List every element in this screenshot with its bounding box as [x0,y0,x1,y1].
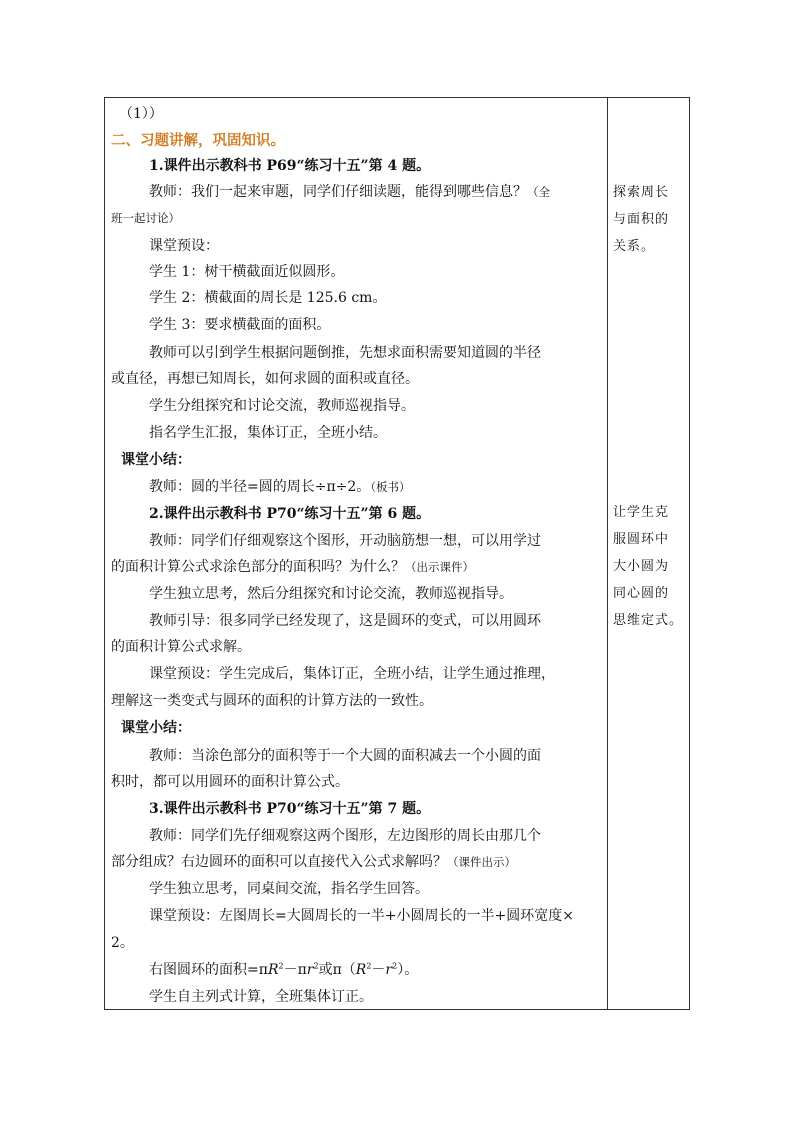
text-line: 指名学生汇报，集体订正，全班小结。 [149,425,387,441]
lesson-table [104,97,690,1010]
summary-label: 课堂小结： [121,452,191,468]
text-line: 学生自主列式计算，全班集体订正。 [149,989,373,1005]
text-line: 积时，都可以用圆环的面积计算公式。 [111,774,349,790]
note-line: 探索周长 [613,185,670,200]
text-line: 教师：当涂色部分的面积等于一个大圆的面积减去一个小圆的面 [149,748,541,764]
text-line: 学生分组探究和讨论交流，教师巡视指导。 [149,398,415,414]
text-line: 课堂预设：左图周长=大圆周长的一半+小圆周长的一半+圆环宽度× [149,908,574,924]
summary-label: 课堂小结： [121,720,191,736]
text-line: 学生独立思考，同桌间交流，指名学生回答。 [149,881,429,897]
note-line: 思维定式。 [613,613,684,628]
text-line: （1）） [119,106,163,122]
text-line: 或直径，再想已知周长，如何求圆的面积或直径。 [111,371,419,387]
text-line: 课堂预设： [149,238,219,254]
formula-line: 右图圆环的面积$=\pi R^2-\pi r^2$或$\pi(R^2-r^2)$。 [149,961,419,978]
text-line: 教师：同学们先仔细观察这两个图形，左边图形的周长由那几个 [149,828,541,844]
note-line: 让学生克 [613,505,670,520]
column-divider [607,98,608,1009]
text-line: 教师：同学们仔细观察这个图形，开动脑筋想一想，可以用学过 [149,533,541,549]
text-line: 学生 3：要求横截面的面积。 [149,317,331,333]
text-line: 学生 2：横截面的周长是 125.6 cm。 [149,290,387,306]
text-line: 学生 1：树干横截面近似圆形。 [149,264,345,280]
exercise-title: 2.课件出示教科书 P70“练习十五”第 6 题。 [149,506,431,522]
text-line: 班一起讨论） [111,211,180,225]
note-line: 同心圆的 [613,586,670,601]
text-line: 理解这一类变式与圆环的面积的计算方法的一致性。 [111,693,433,709]
text-line: 部分组成？右边圆环的面积可以直接代入公式求解吗？（课件出示） [111,854,516,870]
section-heading: 二、习题讲解，巩固知识。 [111,132,285,149]
text-line: 教师可以引到学生根据问题倒推，先想求面积需要知道圆的半径 [149,345,541,361]
note-line: 大小圆为 [613,559,670,574]
text-line: 的面积计算公式求解。 [111,639,251,655]
note-line: 关系。 [613,239,656,254]
exercise-title: 3.课件出示教科书 P70“练习十五”第 7 题。 [149,801,431,817]
note-line: 服圆环中 [613,532,670,547]
text-line: 教师：我们一起来审题，同学们仔细读题，能得到哪些信息？（全 [149,184,550,200]
exercise-title: 1.课件出示教科书 P69“练习十五”第 4 题。 [149,158,431,174]
text-line: 课堂预设：学生完成后，集体订正，全班小结，让学生通过推理， [149,666,555,682]
text-line: 教师：圆的半径=圆的周长÷π÷2。（板书） [149,479,411,495]
note-line: 与面积的 [613,212,670,227]
text-line: 的面积计算公式求涂色部分的面积吗？为什么？（出示课件） [111,559,474,575]
text-line: 教师引导：很多同学已经发现了，这是圆环的变式，可以用圆环 [149,613,541,629]
text-line: 2。 [111,935,134,951]
text-line: 学生独立思考，然后分组探究和讨论交流，教师巡视指导。 [149,586,513,602]
